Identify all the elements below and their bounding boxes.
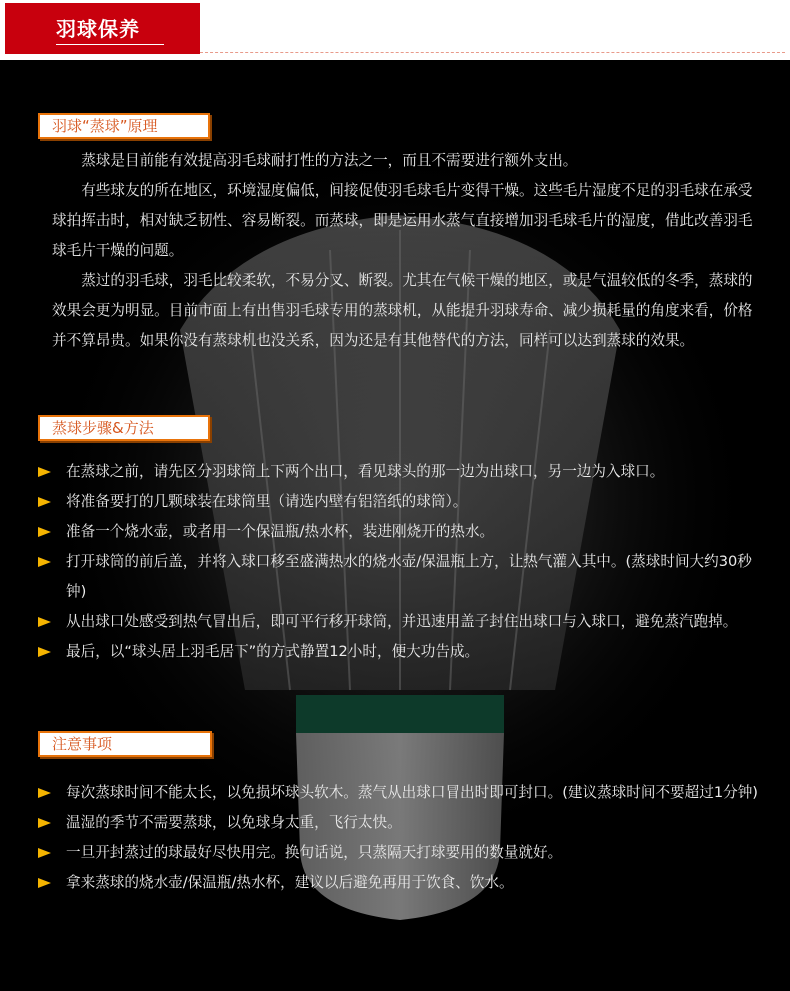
section-label-steps: 蒸球步骤&方法 [38, 415, 210, 441]
list-item: 在蒸球之前，请先区分羽球筒上下两个出口，看见球头的那一边为出球口，另一边为入球口。 [38, 457, 768, 487]
header-divider [200, 52, 785, 53]
shuttlecock-band [296, 695, 504, 733]
header-bar [0, 0, 790, 60]
triangle-bullet-icon [38, 647, 51, 657]
list-item: 准备一个烧水壶，或者用一个保温瓶/热水杯，装进刚烧开的热水。 [38, 517, 768, 547]
paragraph: 有些球友的所在地区，环境湿度偏低，间接促使羽毛球毛片变得干燥。这些毛片湿度不足的羽毛球在承受球拍挥击时，相对缺乏韧性、容易断裂。而蒸球，即是运用水蒸气直接增加羽毛球毛片的湿度，借此改善羽毛球毛片干燥的问题。 [52, 182, 753, 259]
section-label-notes: 注意事项 [38, 731, 212, 757]
triangle-bullet-icon [38, 497, 51, 507]
title-tab [5, 3, 200, 54]
page-title: 羽球保养 [56, 17, 140, 41]
list-item: 将准备要打的几颗球装在球筒里（请选内壁有铝箔纸的球筒）。 [38, 487, 768, 517]
list-item: 温湿的季节不需要蒸球，以免球身太重，飞行太快。 [38, 808, 768, 838]
triangle-bullet-icon [38, 527, 51, 537]
section-label-principle: 羽球“蒸球”原理 [38, 113, 210, 139]
list-item: 一旦开封蒸过的球最好尽快用完。换句话说，只蒸隔天打球要用的数量就好。 [38, 838, 768, 868]
triangle-bullet-icon [38, 617, 51, 627]
list-item: 每次蒸球时间不能太长，以免损坏球头软木。蒸气从出球口冒出时即可封口。(建议蒸球时间不要超过1分钟) [38, 778, 768, 808]
triangle-bullet-icon [38, 848, 51, 858]
paragraph: 蒸过的羽毛球，羽毛比较柔软，不易分叉、断裂。尤其在气候干燥的地区，或是气温较低的冬季，蒸球的效果会更为明显。目前市面上有出售羽毛球专用的蒸球机，从能提升羽球寿命、减少损耗量的角度来看，价格并不算昂贵。如果你没有蒸球机也没关系，因为还是有其他替代的方法，同样可以达到蒸球的效果。 [52, 272, 753, 349]
triangle-bullet-icon [38, 878, 51, 888]
list-item: 拿来蒸球的烧水壶/保温瓶/热水杯，建议以后避免再用于饮食、饮水。 [38, 868, 768, 898]
list-item: 最后，以“球头居上羽毛居下”的方式静置12小时，便大功告成。 [38, 637, 768, 667]
list-item: 从出球口处感受到热气冒出后，即可平行移开球筒，并迅速用盖子封住出球口与入球口，避免蒸汽跑掉。 [38, 607, 768, 637]
notes-list [38, 778, 768, 898]
triangle-bullet-icon [38, 788, 51, 798]
triangle-bullet-icon [38, 818, 51, 828]
triangle-bullet-icon [38, 467, 51, 477]
list-item: 打开球筒的前后盖，并将入球口移至盛满热水的烧水壶/保温瓶上方，让热气灌入其中。(蒸球时间大约30秒钟) [38, 547, 768, 607]
steps-list [38, 457, 768, 667]
title-underline [56, 44, 164, 45]
triangle-bullet-icon [38, 557, 51, 567]
paragraph: 蒸球是目前能有效提高羽毛球耐打性的方法之一，而且不需要进行额外支出。 [81, 152, 578, 169]
